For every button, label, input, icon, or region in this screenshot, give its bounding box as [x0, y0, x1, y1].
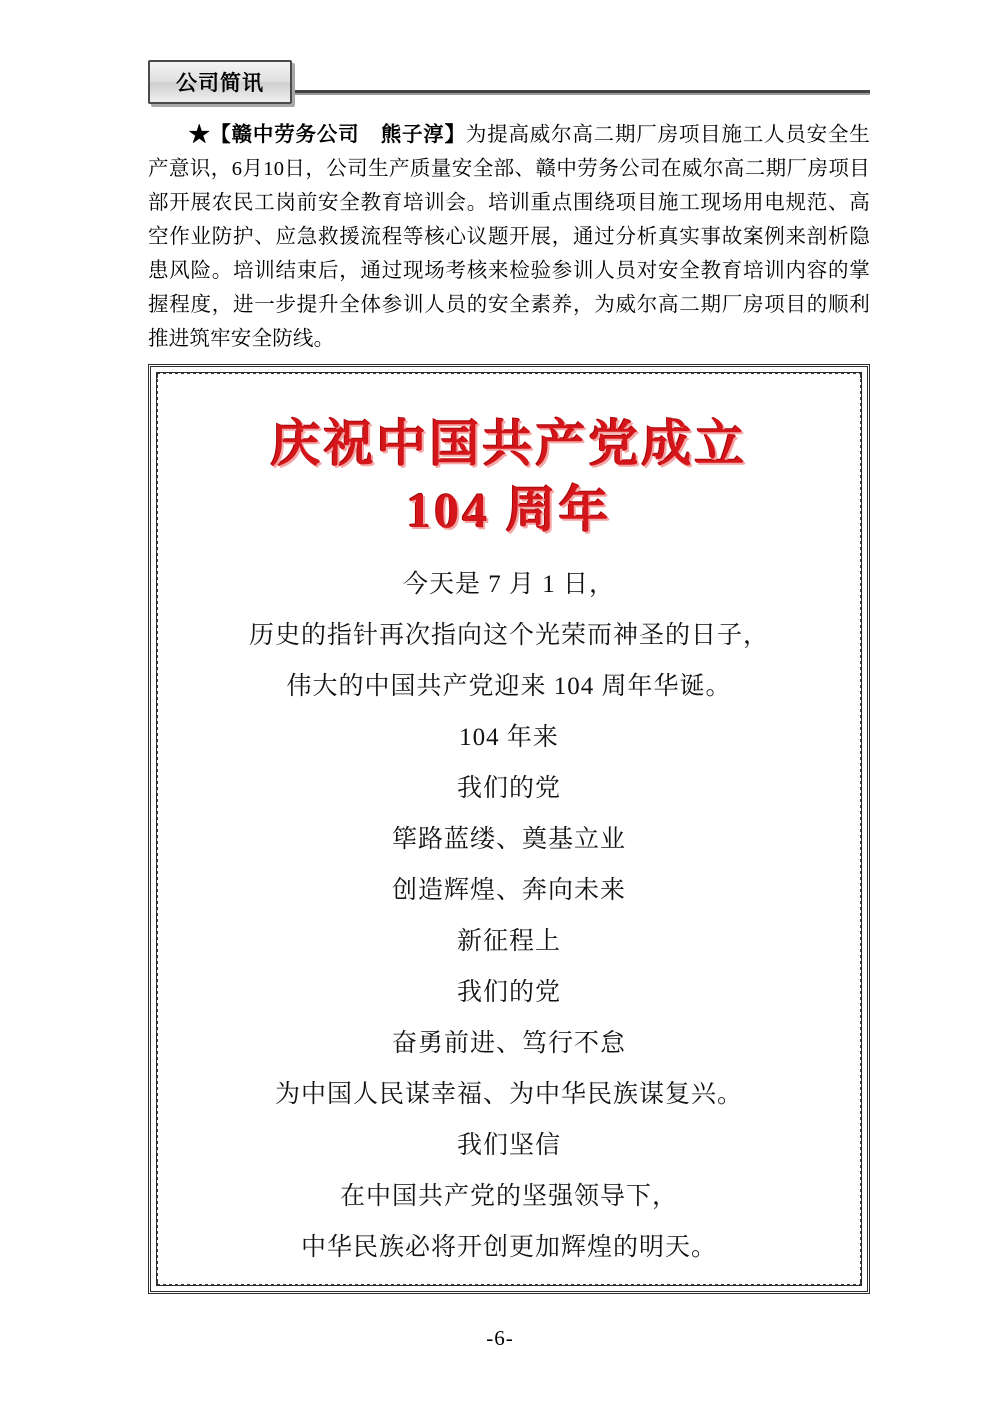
section-badge — [148, 60, 292, 104]
celebration-box — [148, 364, 870, 1294]
celebration-title — [271, 411, 748, 543]
poem-line: 筚路蓝缕、奠基立业 — [391, 826, 626, 853]
celebration-box-inner-frame — [156, 372, 862, 1286]
section-badge-label: 公司简讯 — [176, 72, 264, 95]
poem-line: 今天是 7 月 1 日， — [402, 571, 615, 598]
poem-line: 在中国共产党的坚强领导下， — [339, 1183, 678, 1210]
poem-line: 创造辉煌、奔向未来 — [391, 877, 626, 904]
poem-line: 104 年来 — [459, 724, 559, 751]
celebration-poem — [187, 559, 831, 1273]
poem-line: 伟大的中国共产党迎来 104 周年华诞。 — [286, 673, 732, 700]
page-header — [0, 48, 1000, 100]
poem-line: 中华民族必将开创更加辉煌的明天。 — [300, 1234, 717, 1261]
poem-line: 为中国人民谋幸福、为中华民族谋复兴。 — [274, 1081, 743, 1108]
article-paragraph — [148, 118, 870, 356]
celebration-title-line-2: 104 周年 — [406, 482, 612, 538]
poem-line: 我们的党 — [456, 775, 561, 802]
poem-line: 新征程上 — [456, 928, 561, 955]
poem-line: 我们的党 — [456, 979, 561, 1006]
article-body — [148, 118, 870, 356]
poem-line: 我们坚信 — [456, 1132, 561, 1159]
poem-line: 奋勇前进、笃行不怠 — [391, 1030, 626, 1057]
article-lead: ★【赣中劳务公司 熊子淳】 — [189, 124, 466, 146]
poem-line: 历史的指针再次指向这个光荣而神圣的日子， — [248, 622, 769, 649]
celebration-title-line-1: 庆祝中国共产党成立 — [270, 416, 748, 472]
page-number: -6- — [486, 1326, 514, 1350]
article-text: 为提高威尔高二期厂房项目施工人员安全生产意识，6月10日，公司生产质量安全部、赣中劳务公司在威尔高二期厂房项目部开展农民工岗前安全教育培训会。培训重点围绕项目施工现场用电规范、高空作业防护、应急救援流程等核心议题开展，通过分析真实事故案例来剖析隐患风险。培训结束后，通过现场考核来检验参训人员对安全教育培训内容的掌握程度，进一步提升全体参训人员的安全素养，为威尔高二期厂房项目的顺利推进筑牢安全防线。 — [148, 124, 870, 350]
